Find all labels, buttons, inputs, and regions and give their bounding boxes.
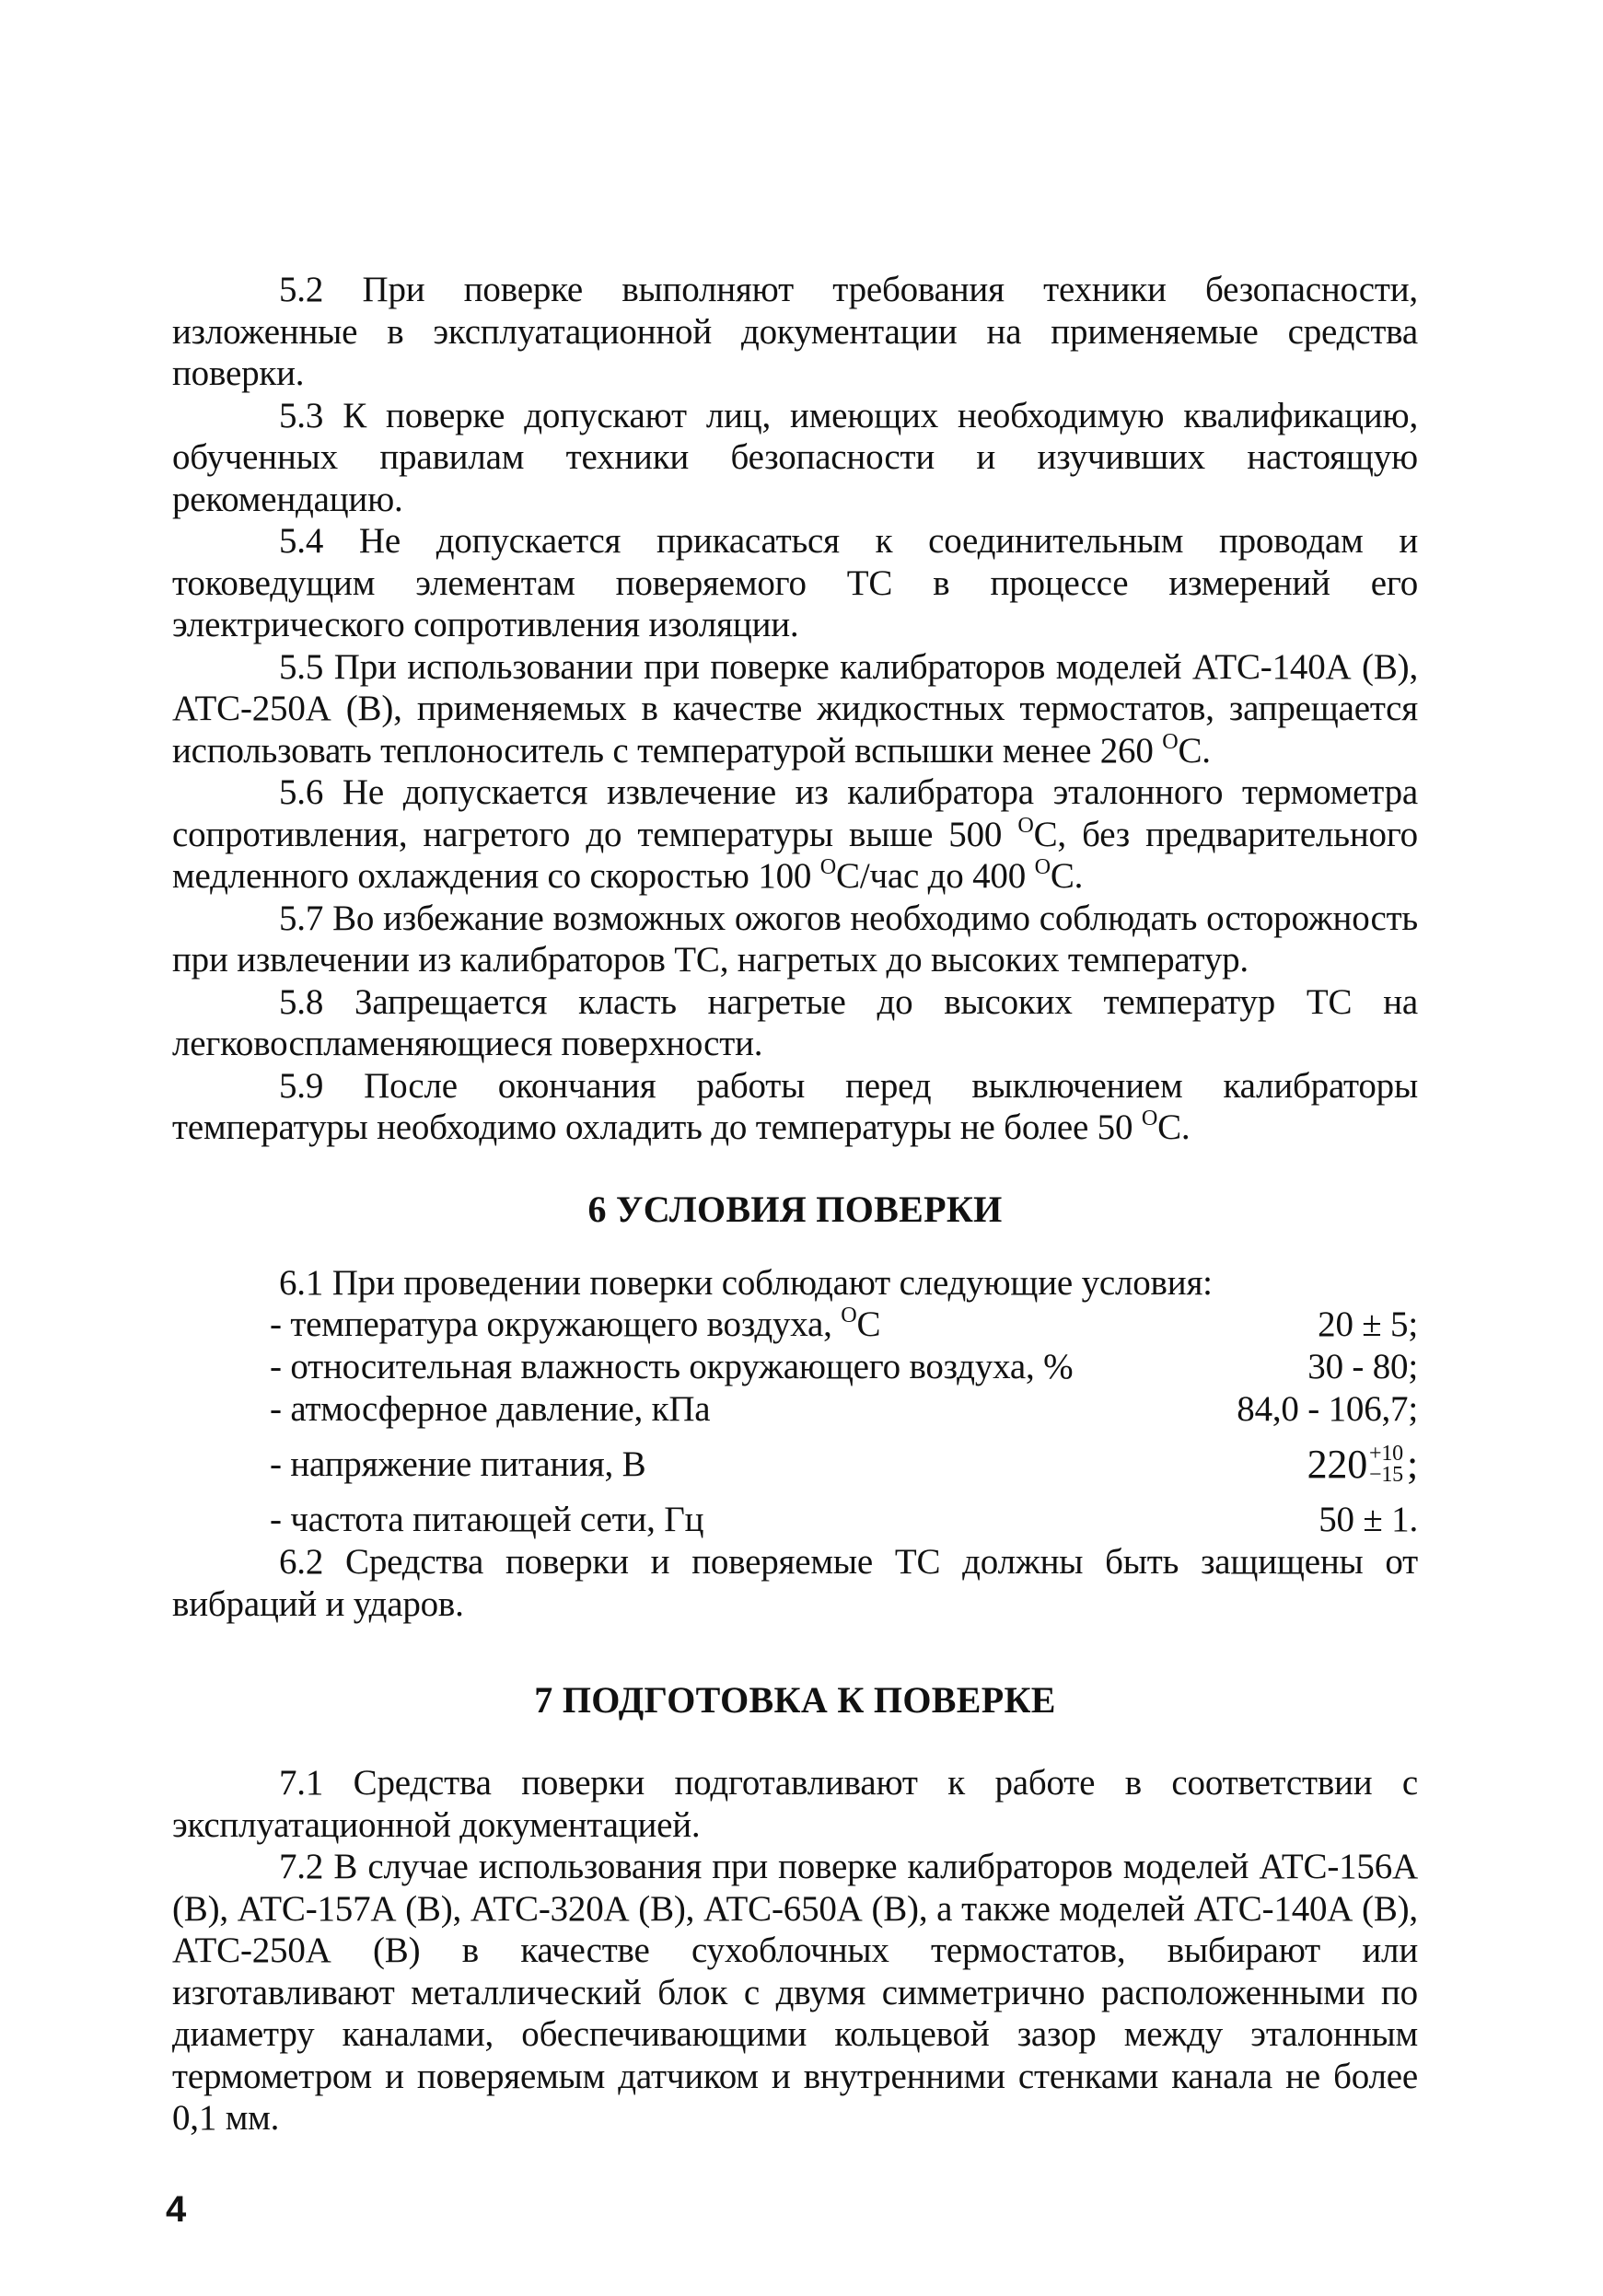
paragraph-7-2: 7.2 В случае использования при поверке калибраторов моделей АТС-156А (В), АТС-157А (В), АТС-320А (В), АТС-650А (В), а также моделей АТС-140А (В), АТС-250А (В) в качестве сухоблочных термостатов, выбирают или изготавливают металлический блок с двумя симметрично расположенными по диаметру каналами, обеспечивающими кольцевой зазор между эталонным термометром и поверяемым датчиком и внутренними стенками канала не более 0,1 мм.: [172, 1847, 1418, 2138]
paragraph-5-2: 5.2 При поверке выполняют требования техники безопасности, изложенные в эксплуатационной документации на применяемые средства поверки.: [172, 270, 1418, 393]
section-7-heading: 7 ПОДГОТОВКА К ПОВЕРКЕ: [534, 1679, 1056, 1721]
paragraph-5-4: 5.4 Не допускается прикасаться к соединительным проводам и токоведущим элементам поверяемого ТС в процессе измерений его электрического сопротивления изоляции.: [172, 521, 1418, 644]
condition-frequency: [172, 1499, 1418, 1541]
condition-value: 30 - 80;: [1307, 1347, 1418, 1386]
paragraph-5-6: 5.6 Не допускается извлечение из калибратора эталонного термометра сопротивления, нагретого до температуры выше 500 $^O$C, без предварительного медленного охлаждения со скоростью 100 $^O$C/час до 400 $^O$C.: [172, 772, 1418, 896]
condition-pressure: [172, 1388, 1418, 1431]
paragraph-7-1: 7.1 Средства поверки подготавливают к работе в соответствии с эксплуатационной документацией.: [172, 1763, 1418, 1845]
paragraph-5-7: 5.7 Во избежание возможных ожогов необходимо соблюдать осторожность при извлечении из калибраторов ТС, нагретых до высоких температур.: [172, 898, 1419, 980]
condition-value: 84,0 - 106,7;: [1237, 1389, 1418, 1429]
page-number: 4: [166, 2189, 187, 2230]
condition-label: - относительная влажность окружающего воздуха, %: [270, 1347, 1074, 1386]
condition-value: 220 +10 −15 ;: [1307, 1442, 1418, 1487]
paragraph-5-8: 5.8 Запрещается класть нагретые до высоких температур ТС на легковоспламеняющиеся поверхности.: [172, 981, 1418, 1063]
paragraph-6-2: 6.2 Средства поверки и поверяемые ТС должны быть защищены от вибраций и ударов.: [172, 1542, 1418, 1624]
tolerance-stack: +10 −15: [1369, 1442, 1403, 1487]
condition-value: 50 ± 1.: [1318, 1500, 1418, 1539]
condition-value: 20 ± 5;: [1318, 1305, 1418, 1344]
condition-label: - напряжение питания, В: [270, 1444, 646, 1484]
condition-label: - атмосферное давление, кПа: [270, 1389, 711, 1429]
paragraph-5-5: 5.5 При использовании при поверке калибраторов моделей АТС-140А (В), АТС-250А (В), применяемых в качестве жидкостных термостатов, запрещается использовать теплоноситель с температурой вспышки менее 260 $^O$C.: [172, 646, 1418, 771]
paragraph-5-9: 5.9 После окончания работы перед выключением калибраторы температуры необходимо охладить до температуры не более 50 $^O$C.: [172, 1065, 1418, 1147]
conditions-list: [172, 1304, 1418, 1541]
condition-label: - температура окружающего воздуха, $^O$C: [270, 1303, 881, 1344]
paragraph-5-3: 5.3 К поверке допускают лиц, имеющих необходимую квалификацию, обученных правилам техники безопасности и изучивших настоящую рекомендацию.: [172, 395, 1418, 519]
condition-label: - частота питающей сети, Гц: [270, 1500, 704, 1539]
condition-humidity: [172, 1346, 1418, 1388]
section-6-heading: 6 УСЛОВИЯ ПОВЕРКИ: [587, 1188, 1003, 1230]
paragraph-6-1: 6.1 При проведении поверки соблюдают следующие условия:: [279, 1262, 1213, 1303]
condition-voltage: [172, 1431, 1418, 1499]
document-page: [172, 269, 1418, 2139]
condition-temperature: [172, 1304, 1418, 1346]
